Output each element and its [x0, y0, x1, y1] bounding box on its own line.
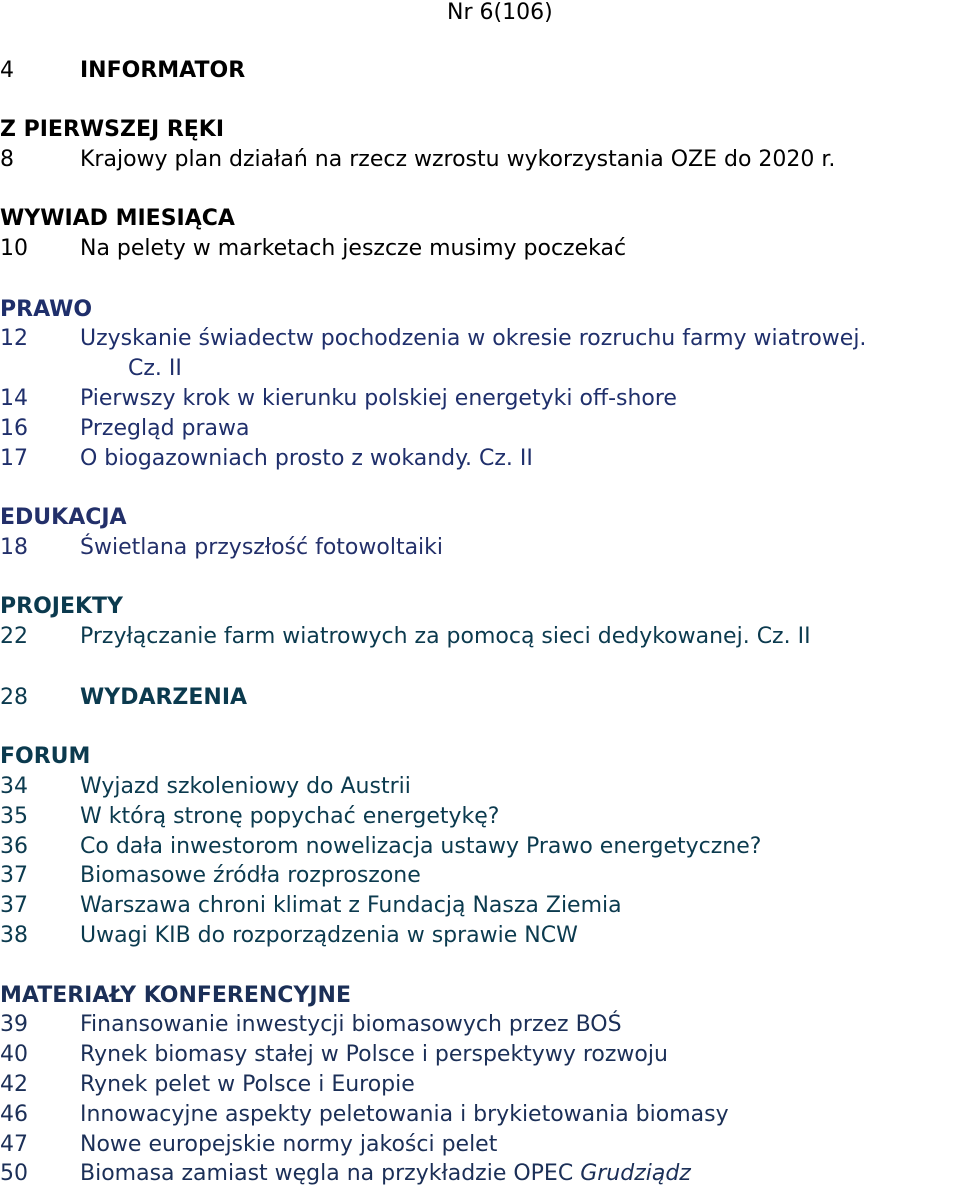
- page-number: 47: [0, 1132, 28, 1157]
- page-number: 18: [0, 535, 28, 560]
- entry-title: W którą stronę popychać energetykę?: [80, 804, 500, 829]
- entry-title-continuation: Cz. II: [128, 356, 182, 381]
- section-heading-edukacja: EDUKACJA: [0, 505, 127, 530]
- entry-title: Uzyskanie świadectw pochodzenia w okresie rozruchu farmy wiatrowej.: [80, 326, 867, 351]
- page-number: 37: [0, 893, 28, 918]
- page-number: 10: [0, 236, 28, 261]
- section-heading-materialy-konferencyjne: MATERIAŁY KONFERENCYJNE: [0, 983, 352, 1008]
- entry-title: Finansowanie inwestycji biomasowych przez BOŚ: [80, 1012, 622, 1037]
- section-heading-forum: FORUM: [0, 744, 91, 769]
- entry-title: Biomasowe źródła rozproszone: [80, 863, 421, 888]
- page-number: 37: [0, 863, 28, 888]
- entry-title: Rynek pelet w Polsce i Europie: [80, 1072, 415, 1097]
- page-number: 14: [0, 386, 28, 411]
- section-heading-prawo: PRAWO: [0, 297, 93, 322]
- entry-title: Nowe europejskie normy jakości pelet: [80, 1132, 498, 1157]
- page-number: 22: [0, 624, 28, 649]
- page-number: 36: [0, 834, 28, 859]
- page-number: 4: [0, 58, 14, 83]
- entry-title: Uwagi KIB do rozporządzenia w sprawie NCW: [80, 923, 578, 948]
- page-number: 46: [0, 1102, 28, 1127]
- entry-title: Co dała inwestorom nowelizacja ustawy Prawo energetyczne?: [80, 834, 762, 859]
- entry-title: WYDARZENIA: [80, 685, 248, 710]
- page-number: 39: [0, 1012, 28, 1037]
- entry-title: O biogazowniach prosto z wokandy. Cz. II: [80, 446, 533, 471]
- entry-title-main: Biomasa zamiast węgla na przykładzie OPEC: [80, 1161, 574, 1186]
- page-number: 35: [0, 804, 28, 829]
- page-number: 17: [0, 446, 28, 471]
- entry-title: Warszawa chroni klimat z Fundacją Nasza Ziemia: [80, 893, 622, 918]
- page-number: 40: [0, 1042, 28, 1067]
- entry-title: Na pelety w marketach jeszcze musimy poczekać: [80, 236, 627, 261]
- page-number: 42: [0, 1072, 28, 1097]
- page-number: 50: [0, 1161, 28, 1186]
- entry-title: Pierwszy krok w kierunku polskiej energetyki off-shore: [80, 386, 677, 411]
- section-heading-wywiad-miesiaca: WYWIAD MIESIĄCA: [0, 206, 235, 231]
- entry-title: Przegląd prawa: [80, 416, 250, 441]
- entry-title: [80, 1160, 691, 1188]
- entry-title: Krajowy plan działań na rzecz wzrostu wykorzystania OZE do 2020 r.: [80, 147, 836, 172]
- entry-title: Przyłączanie farm wiatrowych za pomocą sieci dedykowanej. Cz. II: [80, 624, 811, 649]
- section-heading-projekty: PROJEKTY: [0, 594, 123, 619]
- entry-title: INFORMATOR: [80, 58, 246, 83]
- page-number: 12: [0, 326, 28, 351]
- page-number: 34: [0, 774, 28, 799]
- entry-title-italic: Grudziądz: [580, 1161, 691, 1186]
- entry-title: Świetlana przyszłość fotowoltaiki: [80, 535, 444, 560]
- entry-title: Rynek biomasy stałej w Polsce i perspektywy rozwoju: [80, 1042, 668, 1067]
- page-number: 28: [0, 685, 28, 710]
- section-heading-z-pierwszej-reki: Z PIERWSZEJ RĘKI: [0, 117, 225, 142]
- entry-title: Wyjazd szkoleniowy do Austrii: [80, 774, 411, 799]
- entry-title: Innowacyjne aspekty peletowania i brykietowania biomasy: [80, 1102, 729, 1127]
- page-number: 16: [0, 416, 28, 441]
- page-number: 38: [0, 923, 28, 948]
- page-number: 8: [0, 147, 14, 172]
- issue-number: Nr 6(106): [447, 0, 553, 25]
